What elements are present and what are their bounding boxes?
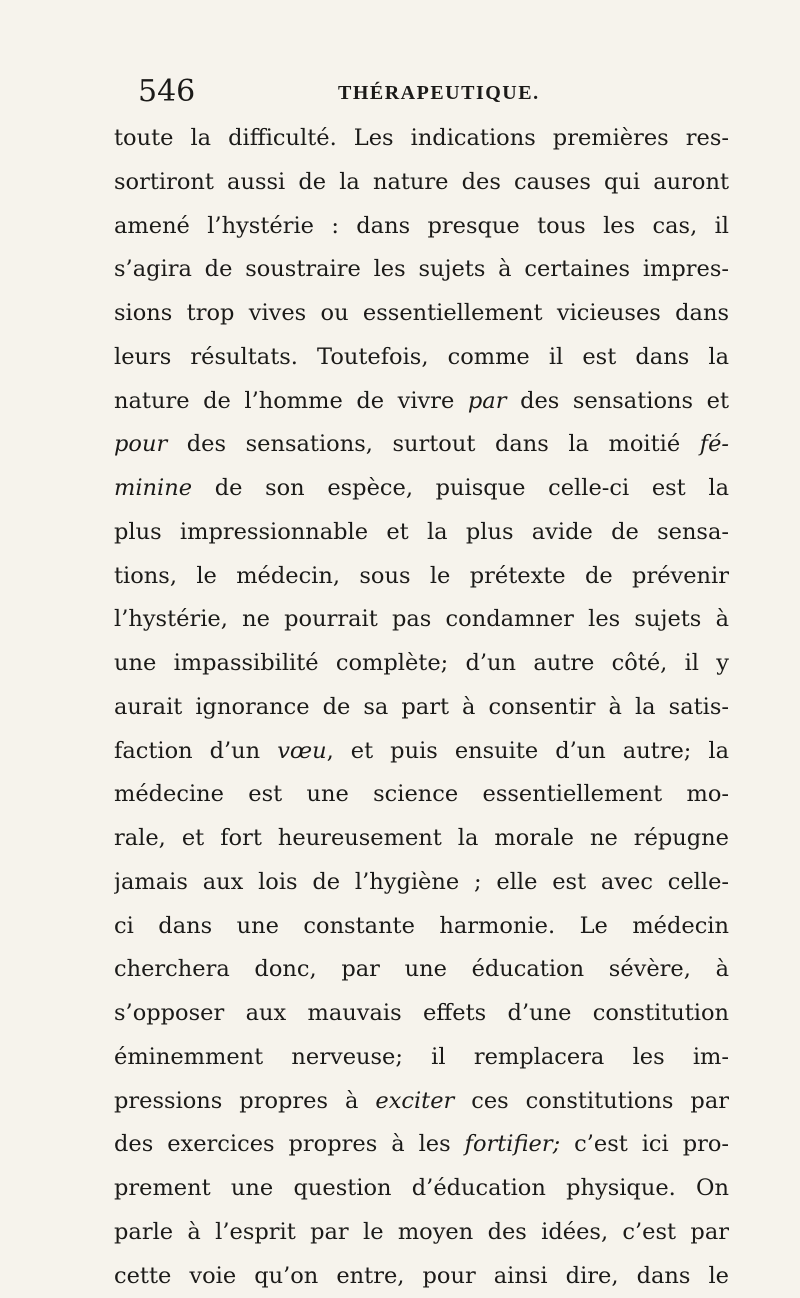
text-line — [114, 1036, 729, 1080]
body-text — [114, 117, 729, 1298]
text-segment: rale, et fort heureusement la morale ne répugne — [114, 825, 729, 851]
text-line — [114, 1255, 729, 1298]
text-line — [114, 117, 729, 161]
text-line — [114, 1123, 729, 1167]
text-segment: nature de l’homme de vivre — [114, 388, 468, 414]
text-segment: amené l’hystérie : dans presque tous les cas, il — [114, 213, 729, 239]
text-segment: des sensations et — [506, 388, 729, 414]
text-segment: faction d’un — [114, 738, 277, 764]
text-segment: ci dans une constante harmonie. Le médecin — [114, 913, 729, 939]
italic-text-segment: minine — [114, 475, 192, 501]
text-line — [114, 992, 729, 1036]
text-segment: leurs résultats. Toutefois, comme il est dans la — [114, 344, 729, 370]
text-segment: c’est ici pro- — [560, 1131, 729, 1157]
text-segment: s’agira de soustraire les sujets à certaines impres- — [114, 256, 729, 282]
text-segment: éminemment nerveuse; il remplacera les im- — [114, 1044, 729, 1070]
text-segment: cherchera donc, par une éducation sévère, à — [114, 956, 729, 982]
text-segment: sions trop vives ou essentiellement vicieuses dans — [114, 300, 729, 326]
page-number: 546 — [138, 72, 195, 112]
text-line — [114, 555, 729, 599]
text-segment: une impassibilité complète; d’un autre côté, il y — [114, 650, 729, 676]
page-header — [138, 72, 738, 112]
text-segment: pressions propres à — [114, 1088, 375, 1114]
text-segment: ces constitutions par — [454, 1088, 729, 1114]
text-segment: prement une question d’éducation physique. On — [114, 1175, 729, 1201]
text-line — [114, 817, 729, 861]
text-line — [114, 686, 729, 730]
text-segment: tions, le médecin, sous le prétexte de prévenir — [114, 563, 729, 589]
text-line — [114, 336, 729, 380]
text-line — [114, 380, 729, 424]
text-segment: sortiront aussi de la nature des causes qui auront — [114, 169, 729, 195]
text-line — [114, 292, 729, 336]
text-line — [114, 1167, 729, 1211]
text-segment: de son espèce, puisque celle-ci est la — [192, 475, 729, 501]
text-segment: médecine est une science essentiellement mo- — [114, 781, 729, 807]
text-line — [114, 1211, 729, 1255]
text-segment: des sensations, surtout dans la moitié — [167, 431, 700, 457]
italic-text-segment: par — [468, 388, 507, 414]
text-segment: l’hystérie, ne pourrait pas condamner les sujets à — [114, 606, 729, 632]
text-line — [114, 730, 729, 774]
italic-text-segment: vœu — [277, 738, 326, 764]
text-line — [114, 467, 729, 511]
text-line — [114, 861, 729, 905]
italic-text-segment: fé- — [700, 431, 729, 457]
text-segment: des exercices propres à les — [114, 1131, 465, 1157]
text-line — [114, 423, 729, 467]
text-line — [114, 248, 729, 292]
text-segment: cette voie qu’on entre, pour ainsi dire, dans le — [114, 1263, 729, 1289]
text-segment: plus impressionnable et la plus avide de sensa- — [114, 519, 729, 545]
text-line — [114, 511, 729, 555]
text-line — [114, 598, 729, 642]
text-segment: parle à l’esprit par le moyen des idées, c’est par — [114, 1219, 729, 1245]
text-line — [114, 1080, 729, 1124]
text-segment: s’opposer aux mauvais effets d’une constitution — [114, 1000, 729, 1026]
italic-text-segment: pour — [114, 431, 167, 457]
running-title: THÉRAPEUTIQUE. — [338, 78, 540, 108]
text-line — [114, 642, 729, 686]
text-line — [114, 905, 729, 949]
text-line — [114, 948, 729, 992]
italic-text-segment: fortifier; — [465, 1131, 561, 1157]
text-line — [114, 205, 729, 249]
text-segment: jamais aux lois de l’hygiène ; elle est avec celle- — [114, 869, 729, 895]
text-line — [114, 773, 729, 817]
text-segment: , et puis ensuite d’un autre; la — [327, 738, 729, 764]
italic-text-segment: exciter — [375, 1088, 454, 1114]
text-line — [114, 161, 729, 205]
text-segment: toute la difficulté. Les indications premières res- — [114, 125, 729, 151]
text-segment: aurait ignorance de sa part à consentir à la satis- — [114, 694, 729, 720]
